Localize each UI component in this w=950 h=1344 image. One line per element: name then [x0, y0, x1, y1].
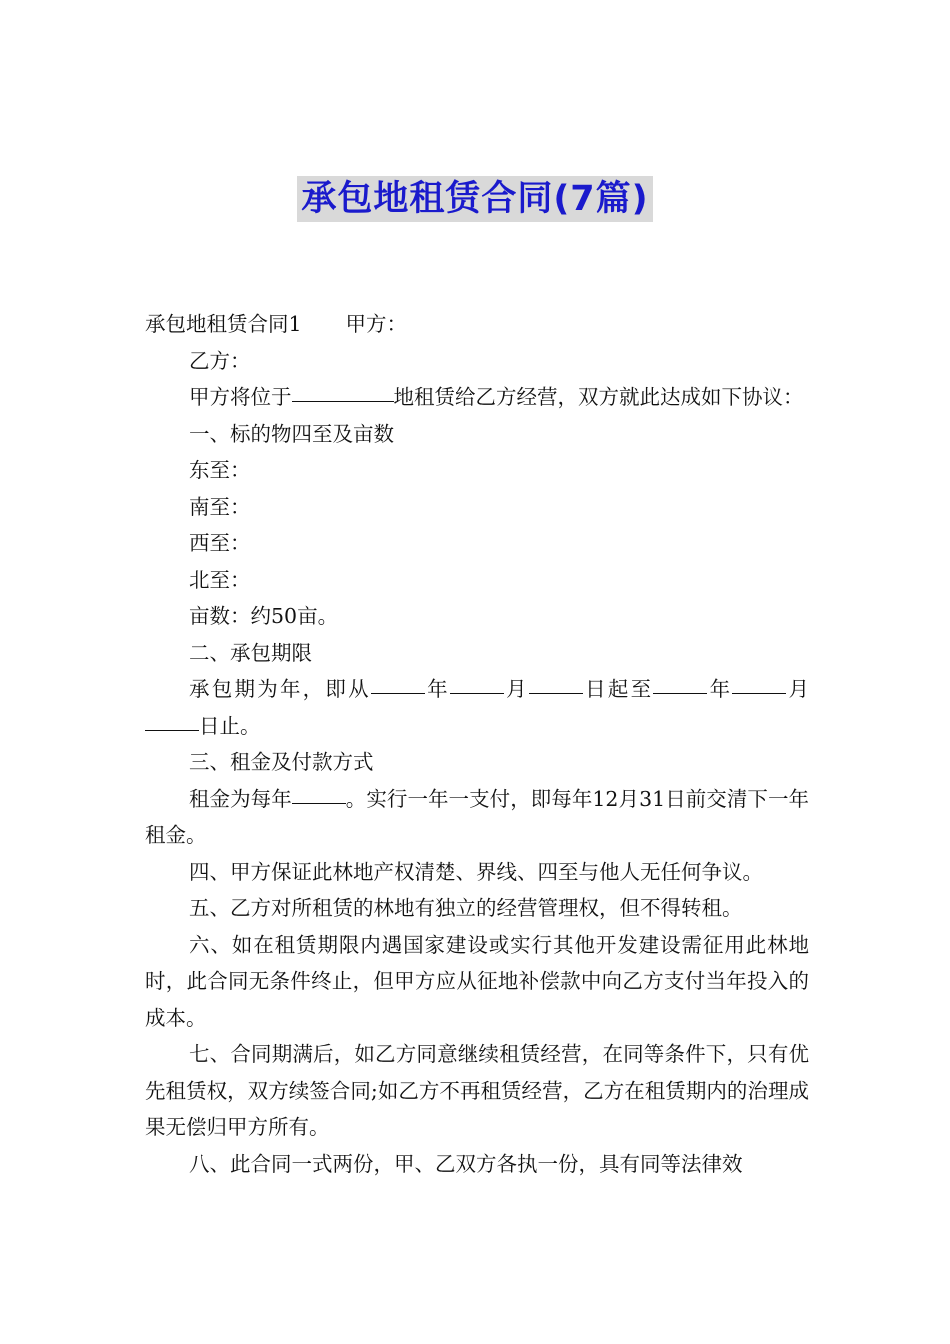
- clause-5: 五、乙方对所租赁的林地有独立的经营管理权，但不得转租。: [189, 896, 743, 920]
- term-year-2: 年: [707, 677, 733, 701]
- title-container: [0, 176, 950, 222]
- party-a-label: 甲方：: [345, 312, 408, 336]
- section-1-title: 一、标的物四至及亩数: [189, 421, 394, 446]
- party-b-label: 乙方：: [189, 348, 251, 373]
- blank: [371, 692, 425, 694]
- rent-paragraph: [145, 781, 809, 854]
- contract-1-heading: 承包地租赁合同1: [145, 312, 302, 336]
- term-year: 年: [424, 677, 450, 701]
- location-blank: [292, 400, 394, 402]
- boundary-east: 东至：: [189, 458, 251, 482]
- clause-6: 六、如在租赁期限内遇国家建设或实行其他开发建设需征用此林地时，此合同无条件终止，但甲方应从征地补偿款中向乙方支付当年投入的成本。: [145, 932, 809, 1030]
- section-2-title: 二、承包期限: [189, 640, 312, 665]
- term-month: 月: [503, 677, 529, 701]
- rent-text-1: 租金为每年: [189, 786, 292, 811]
- intro-paragraph: [145, 379, 809, 416]
- document-body: [145, 306, 809, 1182]
- section-3-title: 三、租金及付款方式: [189, 750, 374, 774]
- blank: [653, 692, 707, 694]
- term-text: 承包期为年，即从: [189, 677, 371, 701]
- blank: [529, 692, 583, 694]
- clause-4: 四、甲方保证此林地产权清楚、界线、四至与他人无任何争议。: [189, 859, 763, 884]
- acreage: 亩数：约50亩。: [189, 604, 339, 628]
- boundary-west: 西至：: [189, 531, 251, 555]
- intro-text-1: 甲方将位于: [189, 385, 292, 409]
- blank: [732, 692, 786, 694]
- term-day-end: 日止。: [199, 713, 261, 738]
- term-month-2: 月: [786, 677, 810, 701]
- blank: [450, 692, 504, 694]
- clause-8: 八、此合同一式两份，甲、乙双方各执一份，具有同等法律效: [189, 1151, 743, 1176]
- contract-heading-line: [145, 306, 809, 343]
- term-paragraph: [145, 671, 809, 744]
- blank: [145, 729, 199, 731]
- intro-text-2: 地租赁给乙方经营，双方就此达成如下协议：: [393, 385, 804, 409]
- clause-7: 七、合同期满后，如乙方同意继续租赁经营，在同等条件下，只有优先租赁权，双方续签合同;如乙方不再租赁经营，乙方在租赁期内的治理成果无偿归甲方所有。: [145, 1042, 809, 1139]
- boundary-north: 北至：: [189, 567, 251, 592]
- term-day-from: 日起至: [582, 677, 654, 701]
- rent-blank: [292, 802, 346, 804]
- rent-text-2: 。实行一年一支付，即每年12月31日前交清下一年租金。: [145, 786, 810, 847]
- boundary-south: 南至：: [189, 494, 251, 519]
- document-title: 承包地租赁合同(7篇): [297, 176, 652, 222]
